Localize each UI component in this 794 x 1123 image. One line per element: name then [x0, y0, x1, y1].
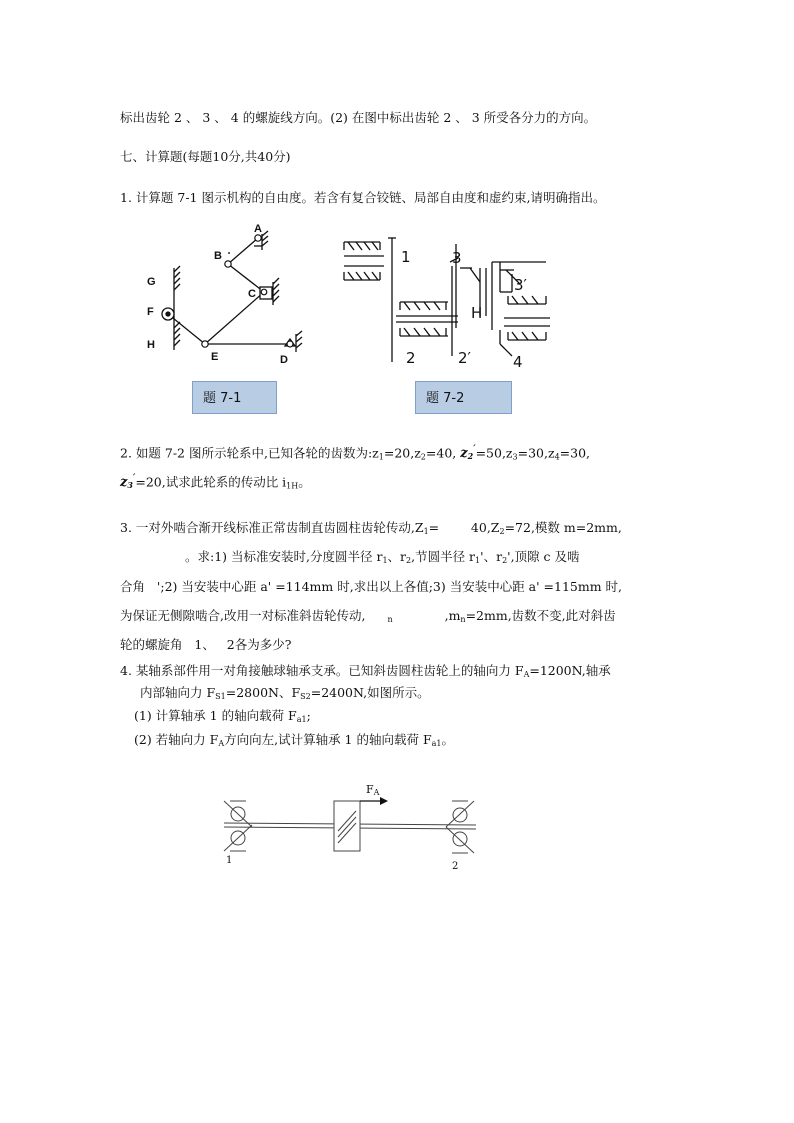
fig72-label-4: 4	[513, 353, 523, 371]
question-4-sub1: (1) 计算轴承 1 的轴向载荷 $F_{a1}$;	[134, 708, 311, 724]
fig72-label-3p: 3′	[514, 276, 527, 294]
figure-shaft-bearings	[210, 775, 490, 875]
fig71-label-c: C	[248, 288, 256, 300]
question-4-line2: 内部轴向力 $F_{S1}=2800N$、$F_{S2}=2400N$,如图所示。	[140, 685, 430, 701]
caption-7-1: 题 7-1	[192, 381, 277, 414]
question-1: 1. 计算题 7-1 图示机构的自由度。若含有复合铰链、局部自由度和虚约束,请明确指出。	[120, 190, 606, 205]
section-heading: 七、计算题(每题10分,共40分)	[120, 149, 291, 164]
fig71-label-d: D	[280, 354, 288, 366]
link-bc	[228, 264, 264, 292]
question-3: 3. 一对外啮合渐开线标准正常齿制直齿圆柱齿轮传动$,Z_1=$ $40,Z_2=72$,模数 m=2mm,	[120, 520, 622, 536]
fig71-label-h: H	[147, 339, 155, 351]
z3-prime-symbol: $z_3'$	[120, 474, 136, 491]
link-ab	[228, 238, 258, 264]
fig72-label-2: 2	[406, 349, 416, 367]
fig71-label-b: B	[214, 250, 222, 262]
fig71-label-a: A	[254, 223, 262, 235]
question-3-line5: 轮的螺旋角 1、 2各为多少?	[120, 637, 292, 652]
question-3-line2: 。求:1) 当标准安装时,分度圆半径 $r_1$、$r_2$,节圆半径 $r_1'$、$r_2'$,顶隙 c 及啮	[185, 549, 580, 565]
fig72-label-3: 3	[452, 249, 462, 267]
z2-prime-symbol: $z_2'$	[460, 445, 476, 462]
question-4-sub2: (2) 若轴向力 $F_A$方向向左,试计算轴承 1 的轴向载荷 $F_{a1}$。	[134, 732, 455, 748]
question-2-cont: $z_3'=20$,试求此轮系的传动比 $i_{1H}$。	[120, 474, 311, 491]
fig72-label-h: H	[471, 304, 483, 322]
figure-7-1	[130, 220, 310, 370]
joint-d	[287, 341, 293, 347]
question-3-line4: 为保证无侧隙啮合,改用一对标准斜齿轮传动, $_n$ $,m_n=2mm$,齿数不变,此对斜齿	[120, 608, 616, 624]
figure-7-2	[340, 232, 560, 372]
bearing-2-label: 2	[452, 861, 459, 872]
joint-a	[255, 235, 261, 241]
fig71-label-f: F	[147, 306, 154, 318]
question-3-line3: 合角 ';2) 当安装中心距 a' =114mm 时,求出以上各值;3) 当安装中心距 a' =115mm 时,	[120, 579, 623, 594]
gear-block	[334, 801, 360, 851]
joint-c	[261, 289, 267, 295]
bearing-1-label: 1	[226, 855, 233, 866]
joint-b	[225, 261, 231, 267]
fig71-label-g: G	[147, 276, 156, 288]
force-label: $F_A$	[366, 783, 380, 797]
fig72-label-1: 1	[401, 248, 411, 266]
caption-7-2: 题 7-2	[415, 381, 512, 414]
fig71-label-e: E	[211, 351, 219, 363]
question-2: 2. 如题 7-2 图所示轮系中,已知各轮的齿数为$:z_1=20,z_2=40$, $z_2'=50,z_3=30,z_4=30$,	[120, 445, 591, 462]
question-4: 4. 某轴系部件用一对角接触球轴承支承。已知斜齿圆柱齿轮上的轴向力 $F_A=1200N$,轴承	[120, 663, 611, 679]
joint-e	[202, 341, 208, 347]
fig72-label-2p: 2′	[458, 349, 471, 367]
line-gear-helix: 标出齿轮 2 、 3 、 4 的螺旋线方向。(2) 在图中标出齿轮 2 、 3 所受各分力的方向。	[120, 110, 597, 125]
